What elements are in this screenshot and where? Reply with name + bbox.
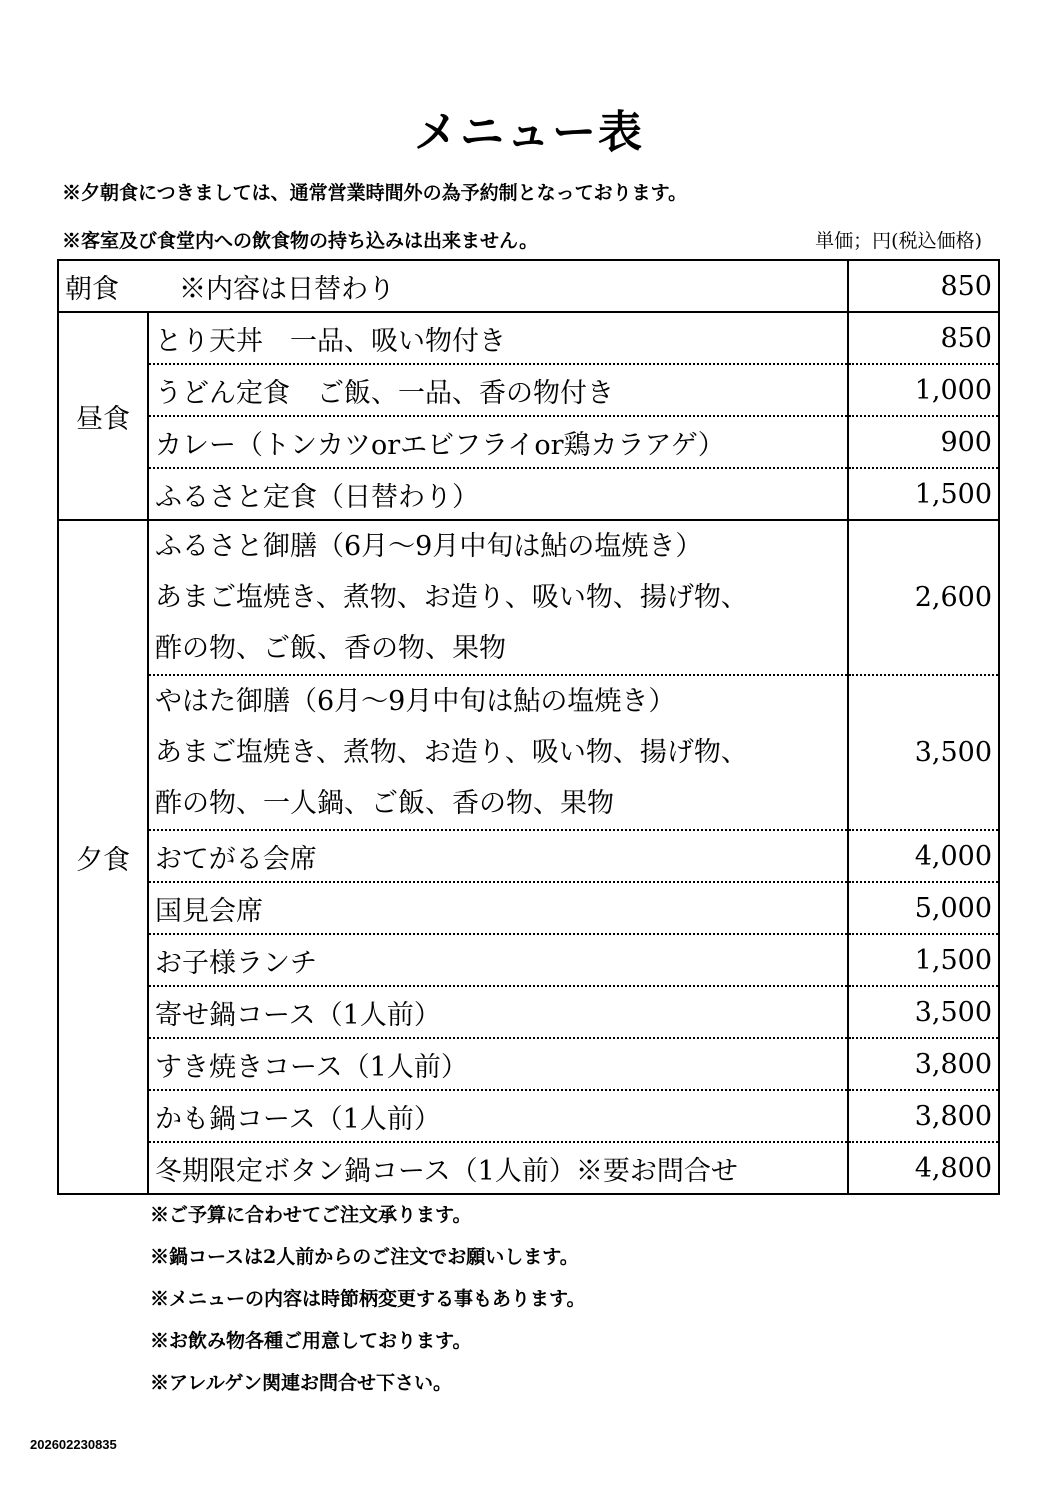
footnotes: [150, 1200, 585, 1410]
category-lunch: 昼食: [58, 312, 148, 520]
price-cell: 4,000: [848, 830, 999, 882]
price-cell: 2,600: [848, 520, 999, 675]
price-cell: 1,500: [848, 468, 999, 520]
item-name: [148, 675, 848, 830]
table-row: [58, 675, 999, 830]
unit-label: 単価；円(税込価格): [815, 230, 982, 252]
item-line: やはた御膳（6月～9月中旬は鮎の塩焼き）: [155, 686, 676, 717]
price-cell: 3,800: [848, 1090, 999, 1142]
table-row: [58, 934, 999, 986]
price-cell: 3,500: [848, 675, 999, 830]
item-line: ふるさと御膳（6月～9月中旬は鮎の塩焼き）: [155, 531, 703, 562]
item-line: 酢の物、ご飯、香の物、果物: [155, 633, 506, 664]
table-row: [58, 986, 999, 1038]
item-name: すき焼きコース（1人前）: [148, 1038, 848, 1090]
table-row: [58, 312, 999, 364]
item-name: お子様ランチ: [148, 934, 848, 986]
category-breakfast: 朝食: [65, 273, 119, 305]
price-cell: 4,800: [848, 1142, 999, 1194]
footnote: ※アレルゲン関連お問合せ下さい。: [150, 1372, 453, 1394]
price-cell: 1,000: [848, 364, 999, 416]
item-name: かも鍋コース（1人前）: [148, 1090, 848, 1142]
table-row: [58, 520, 999, 675]
item-name: おてがる会席: [148, 830, 848, 882]
item-name: とり天丼 一品、吸い物付き: [148, 312, 848, 364]
menu-table: [57, 259, 1000, 1195]
price-cell: 850: [848, 260, 999, 312]
table-row: [58, 882, 999, 934]
price-cell: 1,500: [848, 934, 999, 986]
table-row: [58, 1142, 999, 1194]
footnote: ※お飲み物各種ご用意しております。: [150, 1330, 472, 1352]
table-row: [58, 416, 999, 468]
item-name: うどん定食 ご飯、一品、香の物付き: [148, 364, 848, 416]
item-name: [148, 520, 848, 675]
table-row: [58, 1038, 999, 1090]
table-row: [58, 1090, 999, 1142]
price-cell: 3,500: [848, 986, 999, 1038]
footnote: ※メニューの内容は時節柄変更する事もあります。: [150, 1288, 586, 1310]
price-cell: 850: [848, 312, 999, 364]
table-row: [58, 468, 999, 520]
item-name: ふるさと定食（日替わり）: [148, 468, 848, 520]
price-cell: 3,800: [848, 1038, 999, 1090]
footnote: ※鍋コースは2人前からのご注文でお願いします。: [150, 1246, 579, 1268]
notice-no-outside-food: ※客室及び食堂内への飲食物の持ち込みは出来ません。: [62, 230, 539, 252]
table-row: [58, 364, 999, 416]
table-row-breakfast: [58, 260, 999, 312]
category-dinner: 夕食: [58, 520, 148, 1194]
footnote: ※ご予算に合わせてご注文承ります。: [150, 1204, 472, 1226]
item-name: カレー（トンカツorエビフライor鶏カラアゲ）: [148, 416, 848, 468]
item-line: 酢の物、一人鍋、ご飯、香の物、果物: [155, 788, 614, 819]
item-name: 寄せ鍋コース（1人前）: [148, 986, 848, 1038]
breakfast-description: ※内容は日替わり: [179, 273, 395, 305]
table-row: [58, 830, 999, 882]
item-line: あまご塩焼き、煮物、お造り、吸い物、揚げ物、: [155, 737, 748, 768]
item-name: 国見会席: [148, 882, 848, 934]
item-name: 冬期限定ボタン鍋コース（1人前）※要お問合せ: [148, 1142, 848, 1194]
notice-reservation: ※夕朝食につきましては、通常営業時間外の為予約制となっております。: [62, 182, 688, 204]
price-cell: 5,000: [848, 882, 999, 934]
page-title: メニュー表: [414, 107, 644, 158]
price-cell: 900: [848, 416, 999, 468]
breakfast-cell: [58, 260, 848, 312]
item-line: あまご塩焼き、煮物、お造り、吸い物、揚げ物、: [155, 582, 748, 613]
print-timestamp: 202602230835: [30, 1437, 117, 1452]
